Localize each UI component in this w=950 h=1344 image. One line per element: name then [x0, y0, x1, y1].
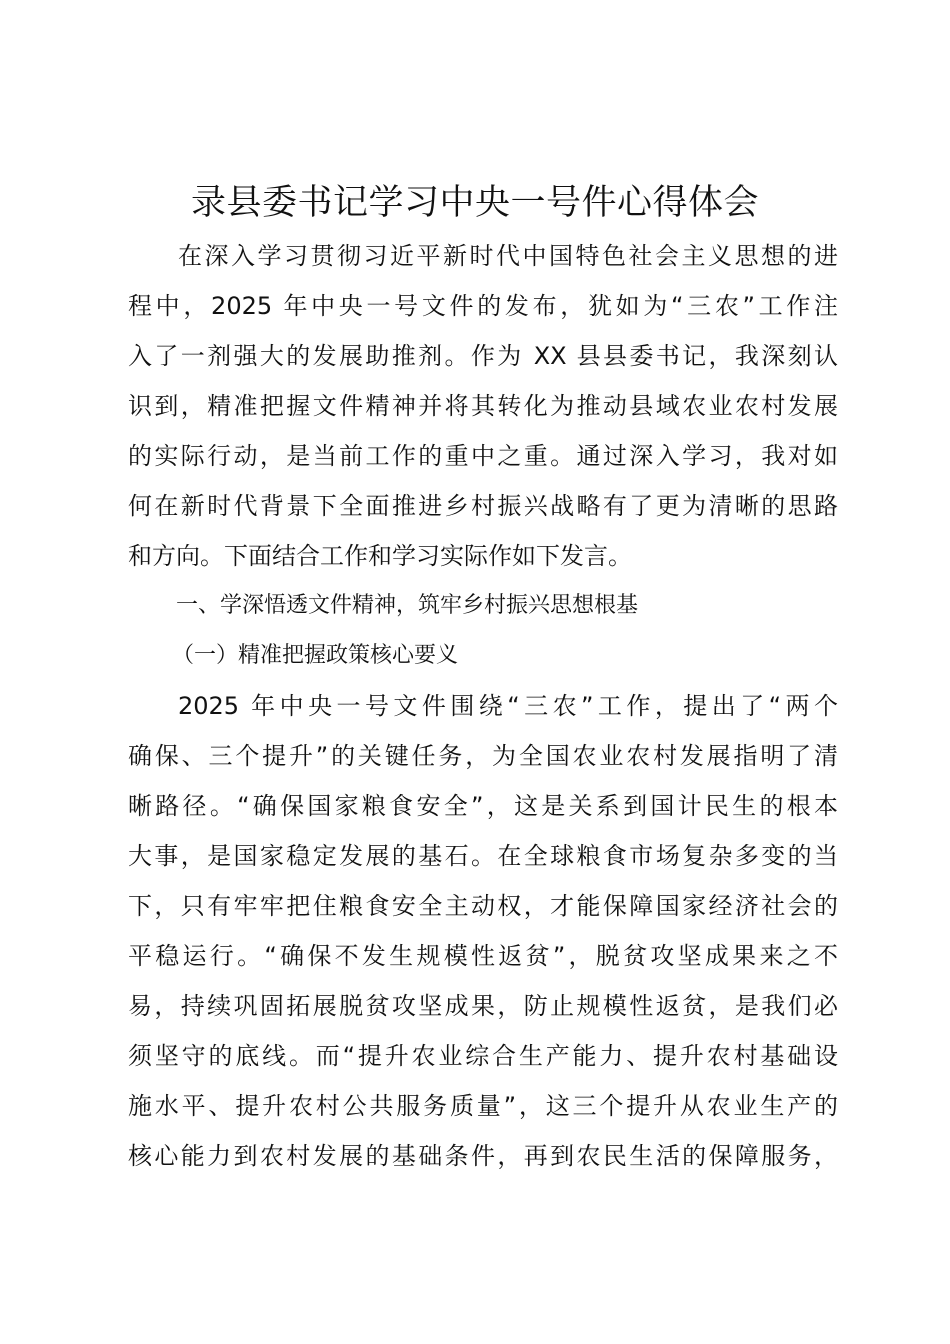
paragraph-line: 晰路径。“确保国家粮食安全”，这是关系到国计民生的根本 — [128, 792, 838, 820]
paragraph-line: 的实际行动，是当前工作的重中之重。通过深入学习，我对如 — [128, 442, 838, 470]
paragraph-line: 大事，是国家稳定发展的基石。在全球粮食市场复杂多变的当 — [128, 842, 838, 870]
subsection-heading: （一）精准把握政策核心要义 — [172, 643, 459, 668]
paragraph-line: 和方向。下面结合工作和学习实际作如下发言。 — [128, 542, 632, 570]
paragraph-line: 何在新时代背景下全面推进乡村振兴战略有了更为清晰的思路 — [128, 492, 838, 520]
paragraph-line: 施水平、提升农村公共服务质量”，这三个提升从农业生产的 — [128, 1092, 838, 1120]
paragraph-line: 程中，2025 年中央一号文件的发布，犹如为“三农”工作注 — [128, 292, 838, 320]
document-body — [128, 231, 838, 1181]
paragraph-line: 易，持续巩固拓展脱贫攻坚成果，防止规模性返贫，是我们必 — [128, 992, 838, 1020]
paragraph-line: 核心能力到农村发展的基础条件，再到农民生活的保障服务， — [128, 1142, 838, 1170]
document-title: 录县委书记学习中央一号件心得体会 — [190, 183, 759, 223]
paragraph-line: 下，只有牢牢把住粮食安全主动权，才能保障国家经济社会的 — [128, 892, 838, 920]
paragraph-line: 2025 年中央一号文件围绕“三农”工作，提出了“两个 — [178, 692, 838, 720]
paragraph-line: 在深入学习贯彻习近平新时代中国特色社会主义思想的进 — [178, 242, 838, 270]
paragraph-line: 入了一剂强大的发展助推剂。作为 XX 县县委书记，我深刻认 — [128, 342, 838, 370]
section-heading: 一、学深悟透文件精神，筑牢乡村振兴思想根基 — [176, 593, 639, 618]
paragraph-line: 须坚守的底线。而“提升农业综合生产能力、提升农村基础设 — [128, 1042, 838, 1070]
paragraph-line: 平稳运行。“确保不发生规模性返贫”，脱贫攻坚成果来之不 — [128, 942, 838, 970]
paragraph-line: 确保、三个提升”的关键任务，为全国农业农村发展指明了清 — [128, 742, 838, 770]
paragraph-line: 识到，精准把握文件精神并将其转化为推动县域农业农村发展 — [128, 392, 838, 420]
